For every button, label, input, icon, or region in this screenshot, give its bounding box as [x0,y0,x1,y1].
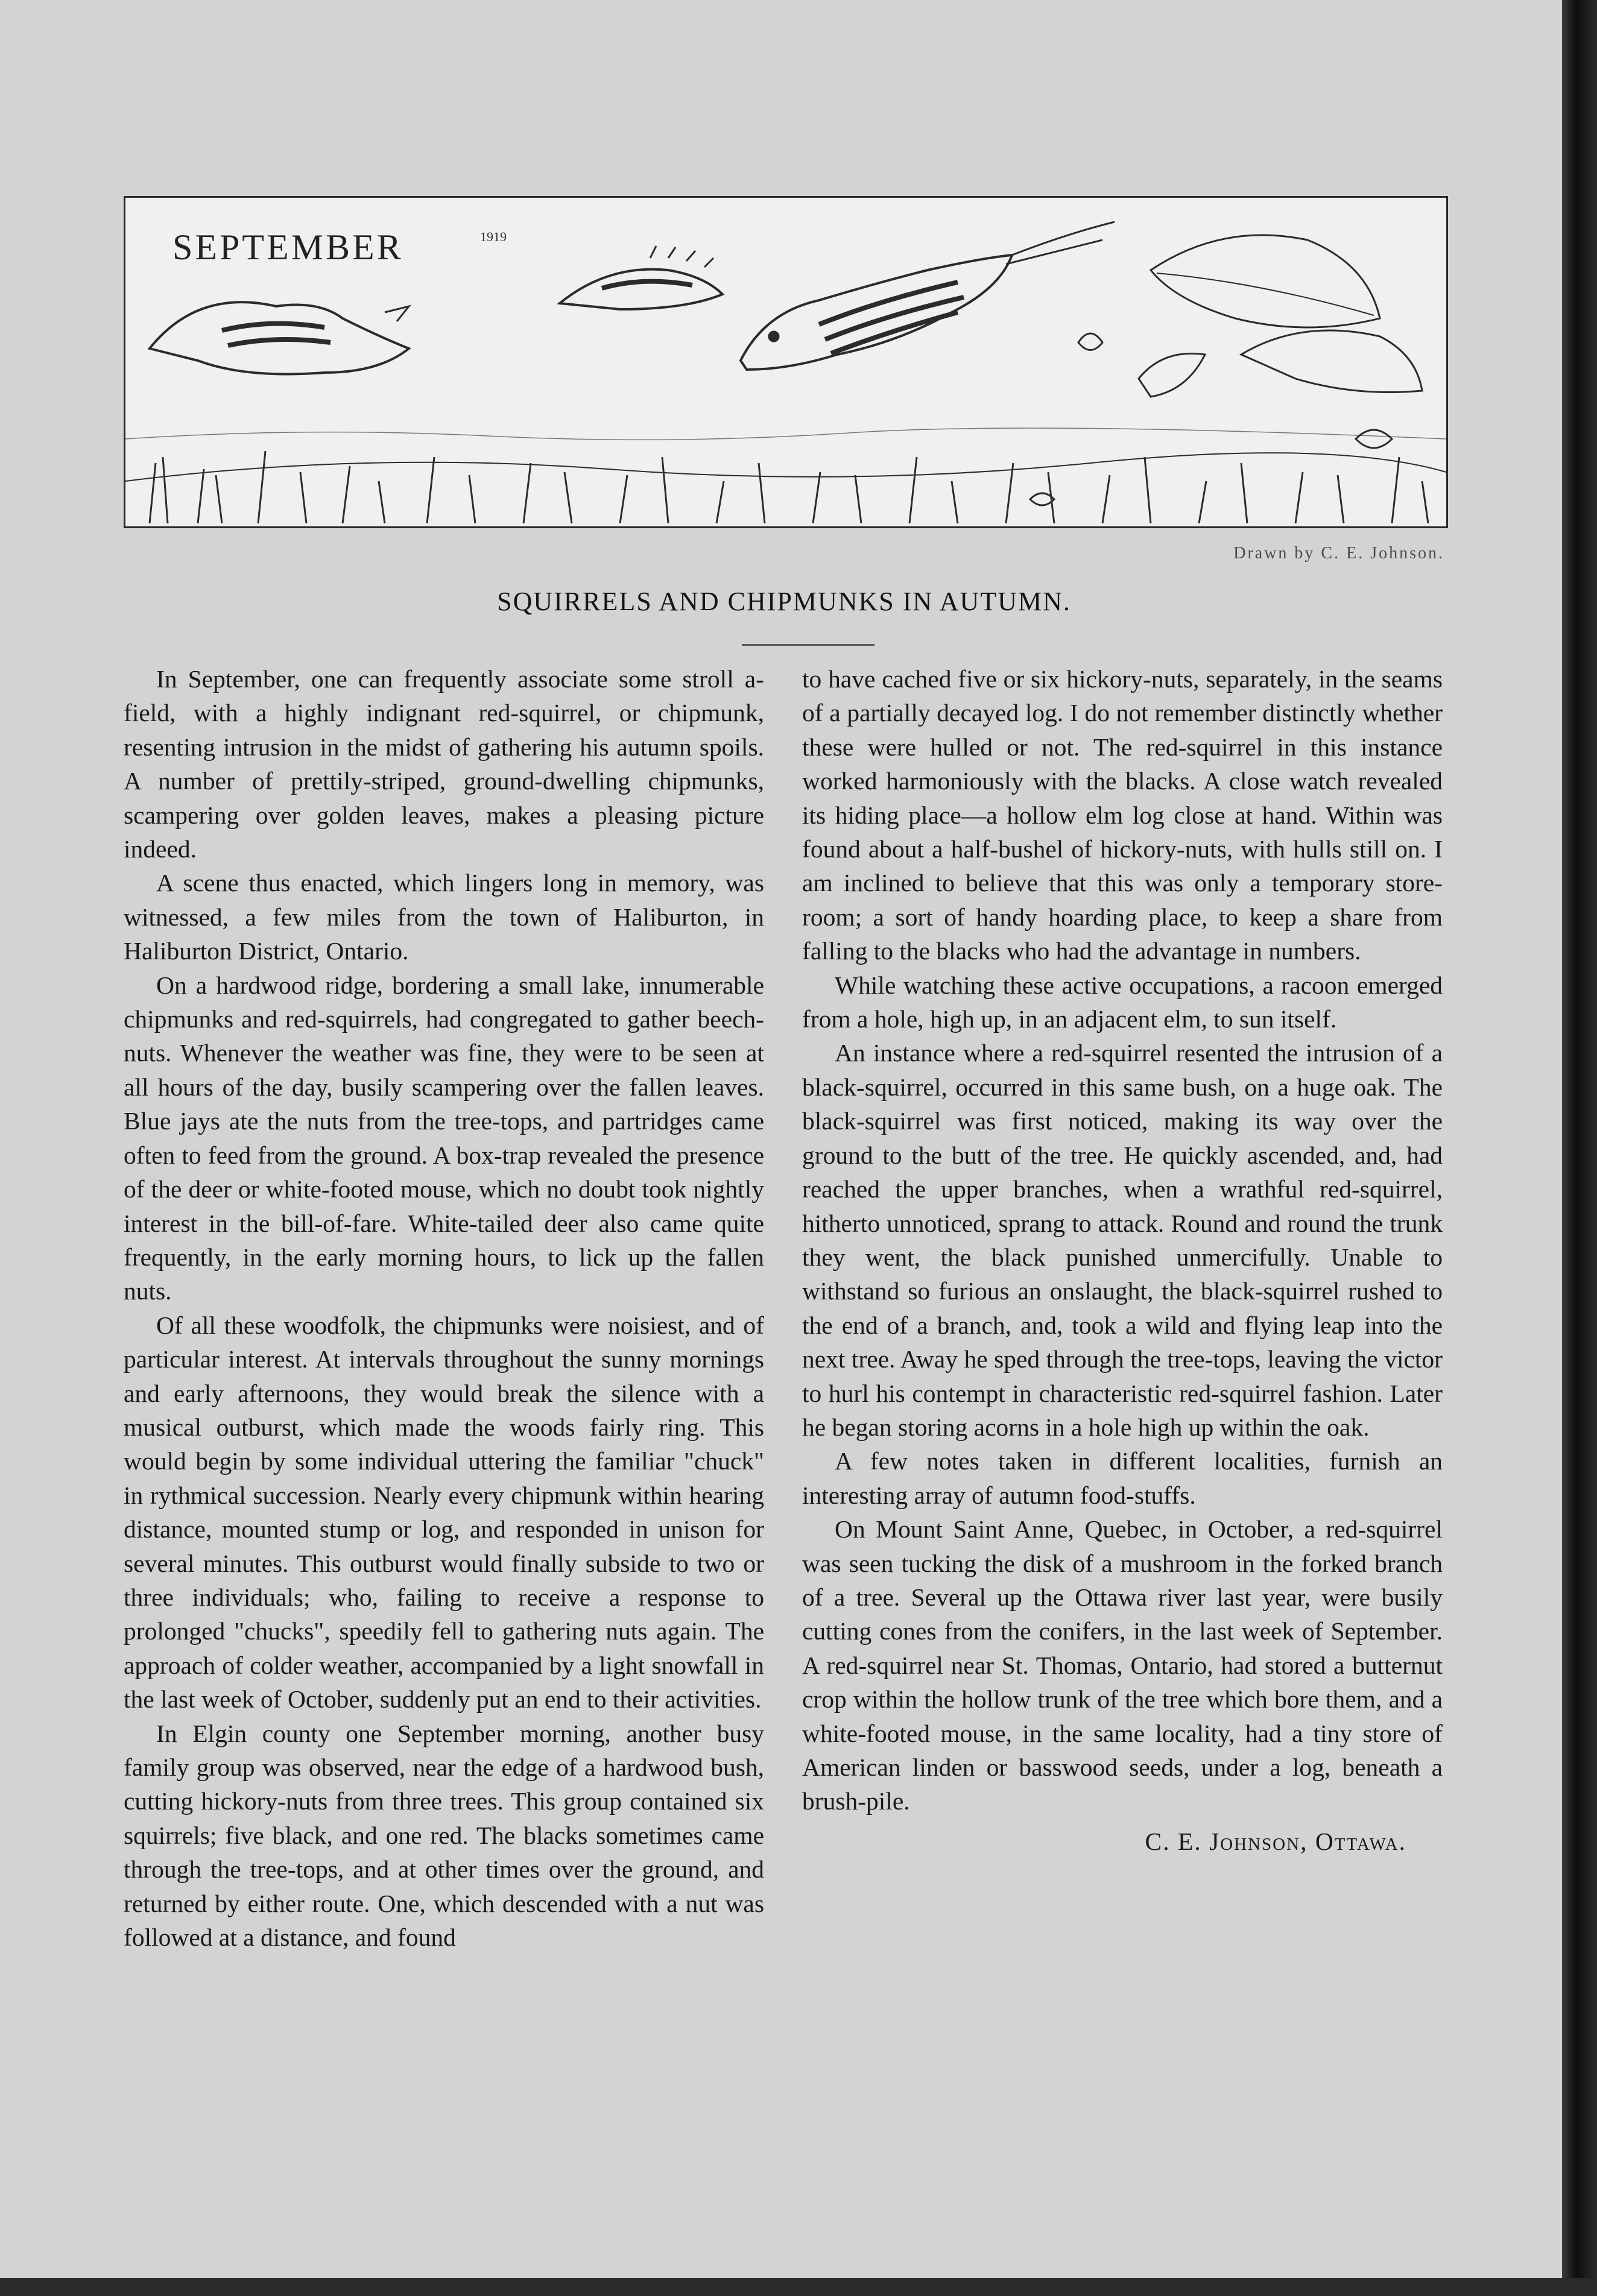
paragraph: In September, one can frequently associate some stroll a-field, with a highly indignant red-squirrel, or chipmunk, resenting intrusion in the midst of gathering his autumn spoils. A number of prettily-striped, ground-dwelling chipmunks, scampering over golden leaves, makes a pleasing picture indeed. [124,665,764,863]
author-name: Johnson, Ottawa. [1209,1827,1406,1855]
article-right-column [802,662,1443,1858]
paragraph: On Mount Saint Anne, Quebec, in October, a red-squirrel was seen tucking the disk of a mushroom in the forked branch of a tree. Several up the Ottawa river last year, were busily cutting cones from the conifers, in the last week of September. A red-squirrel near St. Thomas, Ontario, had stored a butternut crop within the hollow trunk of the tree which bore them, and a white-footed mouse, in the same locality, had a tiny store of American linden or basswood seeds, under a log, beneath a brush-pile. [802,1515,1443,1815]
article-title: SQUIRRELS AND CHIPMUNKS IN AUTUMN. [497,587,1071,616]
banner-month-title: SEPTEMBER [172,227,403,267]
paragraph: In Elgin county one September morning, another busy family group was observed, near the edge of a hardwood bush, cutting hickory-nuts from three trees. This group contained six squirrels; five black, and one red. The blacks sometimes came through the tree-tops, and at other times over the ground, and returned by either route. One, which descended with a nut was followed at a distance, and found [124,1719,764,1952]
paragraph-continuation: to have cached five or six hickory-nuts, separately, in the seams of a partially decayed log. I do not remember distinctly whether these were hulled or not. The red-squirrel in this instance worked harmoniously with the blacks. A close watch revealed its hiding place—a hollow elm log close at hand. Within was found about a half-bushel of hickory-nuts, with hulls still on. I am inclined to believe that this was only a temporary store-room; a sort of handy hoarding place, to keep a share from falling to the blacks who had the advantage in numbers. [802,665,1443,965]
author-signature [802,1824,1443,1858]
article-left-column [124,662,764,1954]
paragraph: Of all these woodfolk, the chipmunks were noisiest, and of particular interest. At intervals throughout the sunny mornings and early afternoons, they would break the silence with a musical outburst, which made the woods fairly ring. This would begin by some individual uttering the familiar "chuck" in rythmical succession. Nearly every chipmunk within hearing distance, mounted stump or log, and responded in unison for several minutes. This outburst would finally subside to two or three individuals; who, failing to receive a response to prolonged "chucks", speedily fell to gathering nuts again. The approach of colder weather, accompanied by a light snowfall in the last week of October, suddenly put an end to their activities. [124,1311,764,1714]
paragraph: A few notes taken in different localities, furnish an interesting array of autumn food-stuffs. [802,1447,1443,1509]
september-banner-illustration [124,196,1448,528]
page-edge [1562,0,1597,2296]
paragraph: A scene thus enacted, which lingers long in memory, was witnessed, a few miles from the town of Haliburton, in Haliburton District, Ontario. [124,869,764,965]
paragraph: While watching these active occupations, a racoon emerged from a hole, high up, in an adjacent elm, to sun itself. [802,971,1443,1033]
author-initials: C. E. [1145,1827,1202,1855]
banner-year: 1919 [480,229,507,244]
paragraph: An instance where a red-squirrel resented the intrusion of a black-squirrel, occurred in this same bush, on a huge oak. The black-squirrel was first noticed, making its way over the ground to the butt of the tree. He quickly ascended, and, had reached the upper branches, when a wrathful red-squirrel, hitherto unnoticed, sprang to attack. Round and round the trunk they went, the black punished unmercifully. Unable to withstand so furious an onslaught, the black-squirrel rushed to the end of a branch, and, took a wild and flying leap into the next tree. Away he sped through the tree-tops, leaving the victor to hurl his contempt in characteristic red-squirrel fashion. Later he began storing acorns in a hole high up within the oak. [802,1039,1443,1441]
paragraph: On a hardwood ridge, bordering a small lake, innumerable chipmunks and red-squirrels, had congregated to gather beech-nuts. Whenever the weather was fine, they were to be seen at all hours of the day, busily scampering over the fallen leaves. Blue jays ate the nuts from the tree-tops, and partridges came often to feed from the ground. A box-trap revealed the presence of the deer or white-footed mouse, which no doubt took nightly interest in the bill-of-fare. White-tailed deer also came quite frequently, in the early morning hours, to lick up the fallen nuts. [124,971,764,1305]
title-divider [742,644,874,646]
illustration-credit: Drawn by C. E. Johnson. [1233,544,1444,563]
scan-border [0,2278,1597,2296]
